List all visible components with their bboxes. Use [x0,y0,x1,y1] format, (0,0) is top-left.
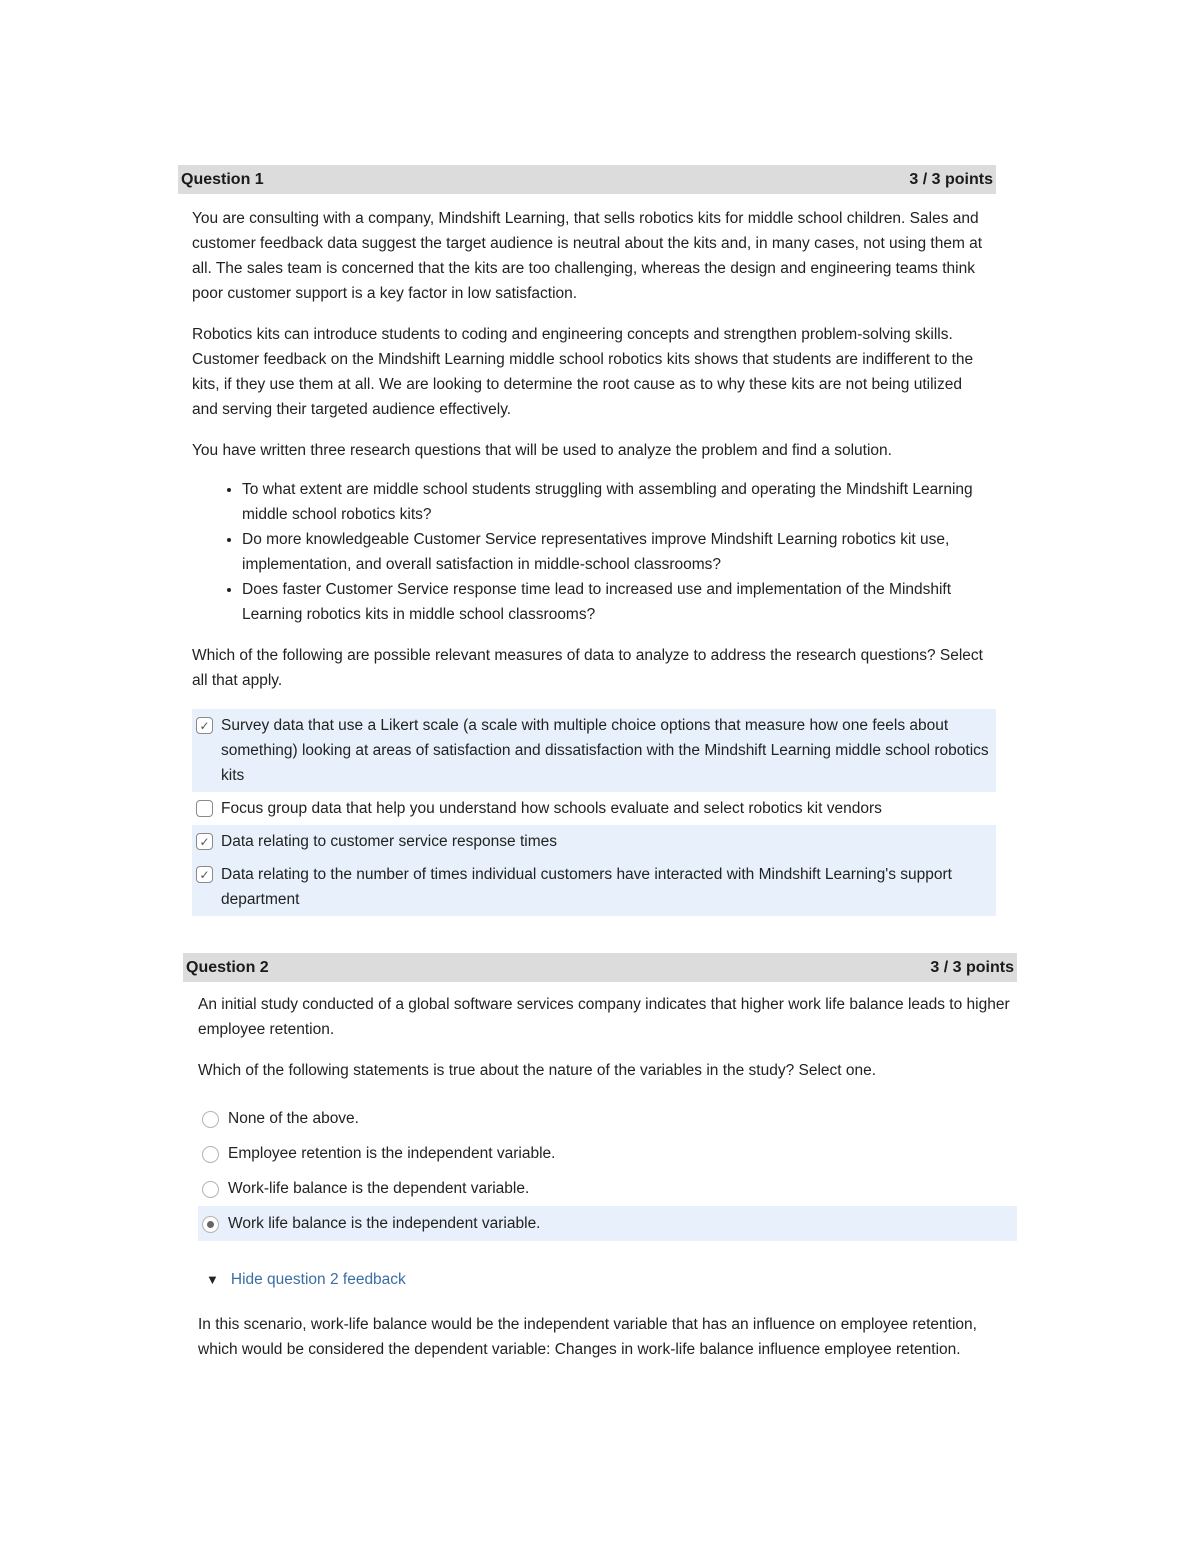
q1-option-3[interactable] [192,825,996,858]
radio-empty-icon[interactable] [202,1111,219,1128]
radio-selected-icon[interactable] [202,1216,219,1233]
question-2-prompt: Which of the following statements is true about the nature of the variables in the study? Select one. [198,1062,877,1079]
question-1-paragraph-2: Robotics kits can introduce students to coding and engineering concepts and strengthen problem-solving skills. Customer feedback on the Mindshift Learning middle school robotics kits shows that students are indifferent to the kits, if they use them at all. We are looking to determine the root cause as to why these kits are not being utilized and serving their targeted audience effectively. [192,326,974,418]
question-2 [183,953,1017,1362]
question-2-feedback-text: In this scenario, work-life balance would be the independent variable that has an influence on employee retention, which would be considered the dependent variable: Changes in work-life balance influence employee retention. [198,1316,977,1358]
question-2-title: Question 2 [186,959,269,976]
question-2-intro: An initial study conducted of a global software services company indicates that higher work life balance leads to higher employee retention. [198,996,1010,1038]
question-1-points: 3 / 3 points [909,171,993,188]
question-1-paragraph-3: You have written three research questions that will be used to analyze the problem and find a solution. [192,442,892,459]
question-2-body [183,992,1017,1083]
question-1-title: Question 1 [181,171,264,188]
hide-feedback-toggle[interactable] [198,1267,1017,1292]
q2-option-1-label: None of the above. [228,1110,359,1127]
research-questions-list [192,477,990,627]
checkbox-checked-icon[interactable]: ✓ [196,866,213,883]
q2-option-2[interactable] [198,1136,1017,1171]
q2-option-3-label: Work-life balance is the dependent variable. [228,1180,530,1197]
research-question-2: • Do more knowledgeable Customer Service representatives improve Mindshift Learning robotics kit use, implementation, and overall satisfaction in middle-school classrooms? [242,527,990,577]
q2-option-4[interactable] [198,1206,1017,1241]
q2-option-2-label: Employee retention is the independent variable. [228,1145,556,1162]
question-2-feedback [183,1312,1017,1362]
radio-empty-icon[interactable] [202,1146,219,1163]
question-1-body [178,206,996,693]
question-1-paragraph-1: You are consulting with a company, Mindshift Learning, that sells robotics kits for middle school children. Sales and customer feedback data suggest the target audience is neutral about the kits and, in many cases, not using them at all. The sales team is concerned that the kits are too challenging, whereas the design and engineering teams think poor customer support is a key factor in low satisfaction. [192,210,983,302]
checkbox-empty-icon[interactable] [196,800,213,817]
q2-option-4-label: Work life balance is the independent variable. [228,1215,541,1232]
radio-empty-icon[interactable] [202,1181,219,1198]
q1-option-4-label: Data relating to the number of times individual customers have interacted with Mindshift Learning's support department [221,866,952,908]
q2-option-3[interactable] [198,1171,1017,1206]
question-1-header [178,165,996,194]
q1-option-1[interactable] [192,709,996,792]
question-1-prompt: Which of the following are possible relevant measures of data to analyze to address the research questions? Select all that apply. [192,647,983,689]
question-1-choices [192,709,996,916]
q1-option-2[interactable] [192,792,996,825]
question-2-choices [198,1101,1017,1241]
hide-feedback-link[interactable]: Hide question 2 feedback [230,1271,406,1288]
q2-option-1[interactable] [198,1101,1017,1136]
question-1 [178,165,996,916]
research-question-1: • To what extent are middle school students struggling with assembling and operating the Mindshift Learning middle school robotics kits? [242,477,990,527]
question-2-points: 3 / 3 points [930,959,1014,976]
caret-down-icon: ▼ [206,1272,219,1287]
radio-dot-icon [207,1221,214,1228]
q1-option-2-label: Focus group data that help you understand how schools evaluate and select robotics kit vendors [221,800,882,817]
question-2-header [183,953,1017,982]
q1-option-4[interactable] [192,858,996,916]
checkbox-checked-icon[interactable]: ✓ [196,833,213,850]
q1-option-3-label: Data relating to customer service response times [221,833,557,850]
research-question-3: • Does faster Customer Service response time lead to increased use and implementation of the Mindshift Learning robotics kits in middle school classrooms? [242,577,990,627]
q1-option-1-label: Survey data that use a Likert scale (a scale with multiple choice options that measure how one feels about something) looking at areas of satisfaction and dissatisfaction with the Mindshift Learning middle school robotics kits [221,717,989,784]
checkbox-checked-icon[interactable]: ✓ [196,717,213,734]
